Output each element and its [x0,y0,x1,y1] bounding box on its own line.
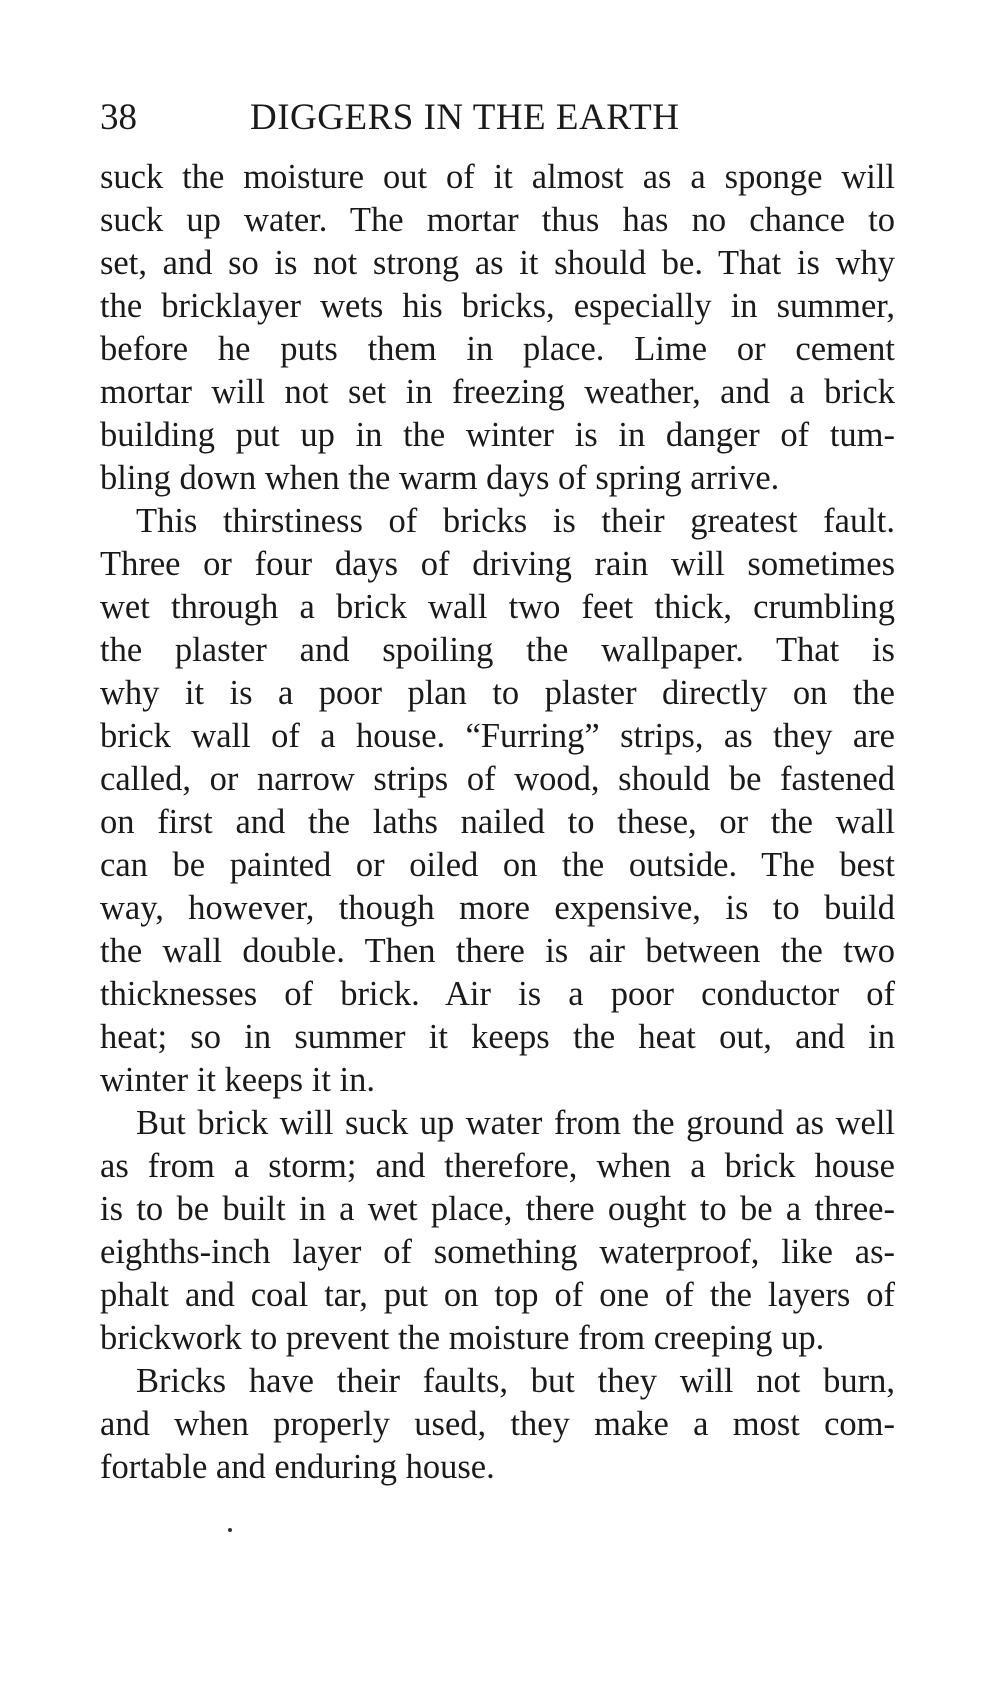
text-line: But brick will suck up water from the ground as well [136,1104,895,1142]
text-line: phalt and coal tar, put on top of one of the layers of [100,1276,895,1314]
text-line: brickwork to prevent the moisture from creeping up. [100,1319,825,1357]
running-head [100,92,900,144]
text-line: the plaster and spoiling the wallpaper. That is [100,631,895,669]
text-line: This thirstiness of bricks is their greatest fault. [136,502,895,540]
text-line: set, and so is not strong as it should be. That is why [100,244,895,282]
book-title: DIGGERS IN THE EARTH [250,97,680,138]
text-line: Three or four days of driving rain will sometimes [100,545,895,583]
text-line: winter it keeps it in. [100,1061,375,1099]
text-line: suck the moisture out of it almost as a sponge will [100,158,895,196]
text-line: wet through a brick wall two feet thick, crumbling [100,588,895,626]
text-line: can be painted or oiled on the outside. The best [100,846,895,884]
text-line: eighths-inch layer of something waterproof, like as- [100,1233,895,1271]
text-line: and when properly used, they make a most com- [100,1405,895,1443]
text-line: mortar will not set in freezing weather, and a brick [100,373,895,411]
paragraph-4 [100,1360,895,1489]
text-line: why it is a poor plan to plaster directly on the [100,674,895,712]
text-line: fortable and enduring house. [100,1448,495,1486]
text-line: thicknesses of brick. Air is a poor conductor of [100,975,895,1013]
text-line: on first and the laths nailed to these, or the wall [100,803,895,841]
text-line: suck up water. The mortar thus has no chance to [100,201,895,239]
text-line: is to be built in a wet place, there ought to be a three- [100,1190,895,1228]
text-line: the bricklayer wets his bricks, especially in summer, [100,287,895,325]
text-line: bling down when the warm days of spring arrive. [100,459,780,497]
text-line: the wall double. Then there is air between the two [100,932,895,970]
text-line: way, however, though more expensive, is to build [100,889,895,927]
text-line: before he puts them in place. Lime or cement [100,330,895,368]
text-line: heat; so in summer it keeps the heat out, and in [100,1018,895,1056]
print-speck [228,1528,232,1532]
paragraph-2 [100,500,895,1102]
text-line: building put up in the winter is in danger of tum- [100,416,895,454]
paragraph-3 [100,1102,895,1360]
text-line: as from a storm; and therefore, when a brick house [100,1147,895,1185]
text-line: brick wall of a house. “Furring” strips, as they are [100,717,895,755]
text-line: Bricks have their faults, but they will not burn, [136,1362,895,1400]
paragraph-1 [100,156,895,500]
text-line: called, or narrow strips of wood, should be fastened [100,760,895,798]
body-text [100,156,895,1489]
page-number: 38 [100,97,137,138]
